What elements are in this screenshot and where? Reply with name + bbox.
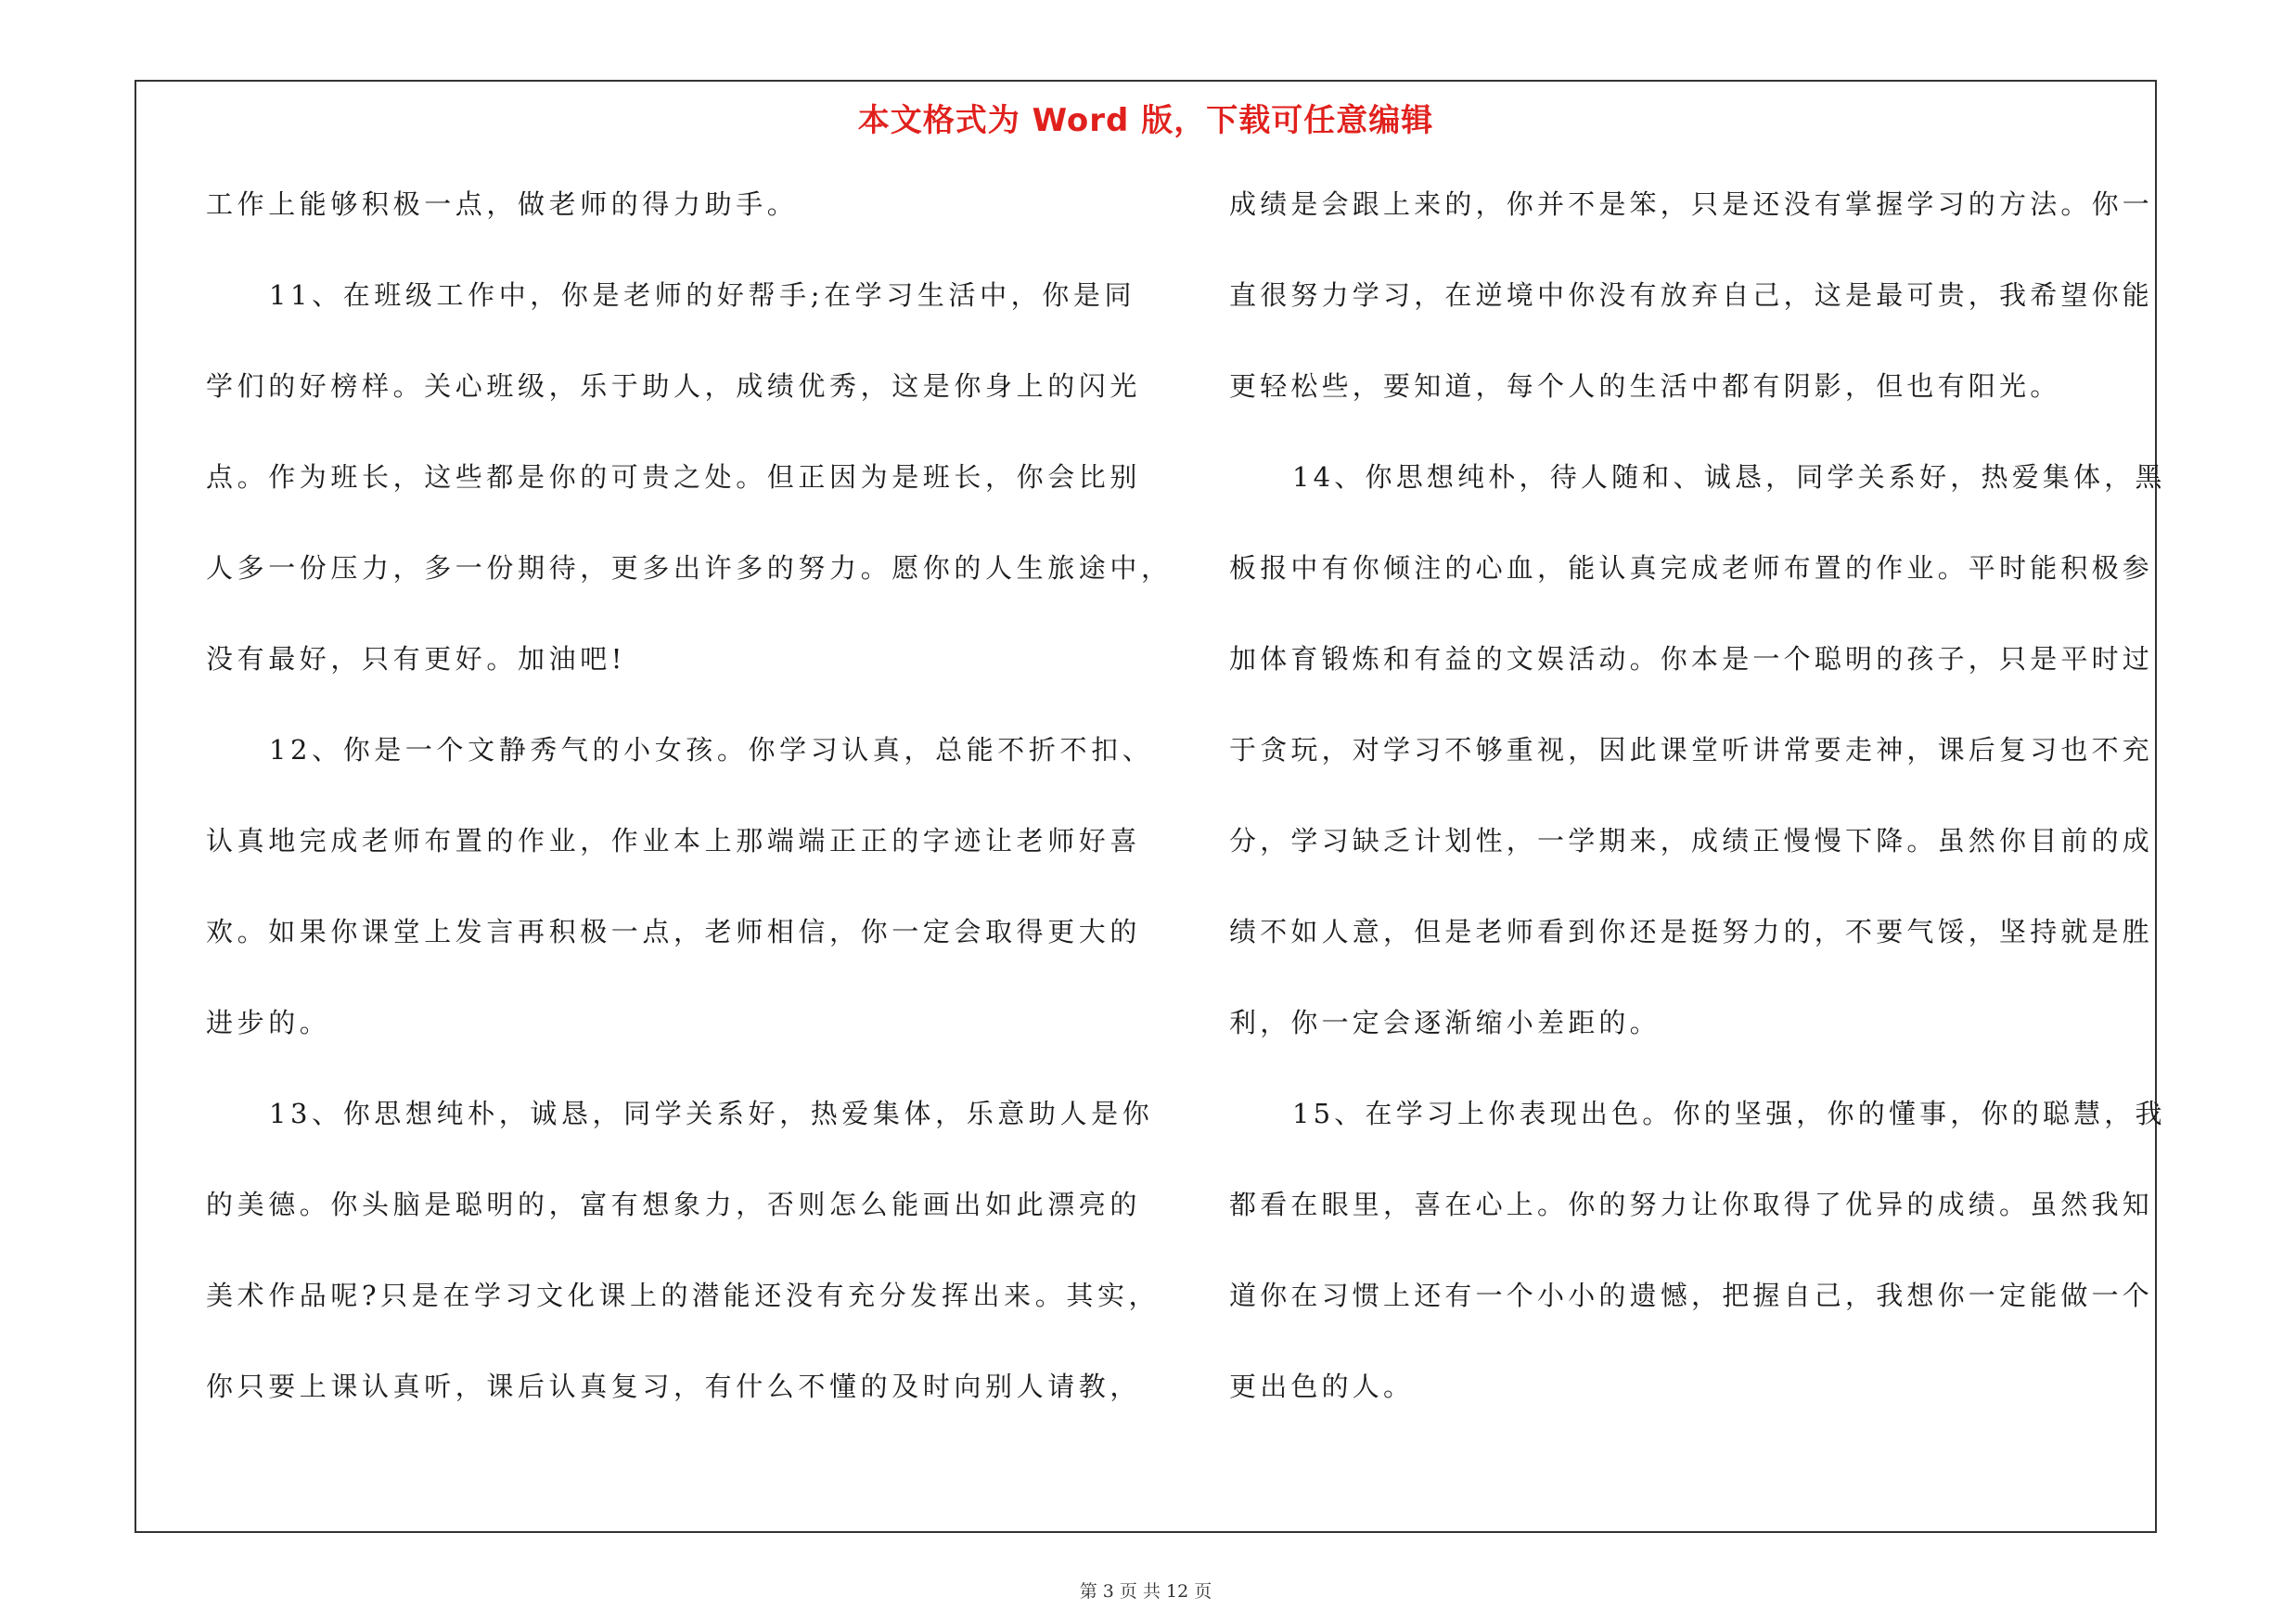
text-line: 直很努力学习，在逆境中你没有放弃自己，这是最可贵，我希望你能	[1229, 279, 2154, 311]
text-line: 绩不如人意，但是老师看到你还是挺努力的，不要气馁，坚持就是胜	[1229, 916, 2154, 947]
text-line: 成绩是会跟上来的，你并不是笨，只是还没有掌握学习的方法。你一	[1229, 188, 2154, 220]
text-line: 点。作为班长，这些都是你的可贵之处。但正因为是班长，你会比别	[206, 461, 1142, 493]
page-number-footer: 第 3 页 共 12 页	[1079, 1581, 1212, 1602]
paragraph-start-line: 14、你思想纯朴，待人随和、诚恳，同学关系好，热爱集体，黑	[1292, 461, 2166, 493]
text-line: 进步的。	[206, 1007, 331, 1038]
paragraph-start-line: 12、你是一个文静秀气的小女孩。你学习认真，总能不折不扣、	[269, 734, 1154, 766]
text-line: 都看在眼里，喜在心上。你的努力让你取得了优异的成绩。虽然我知	[1229, 1189, 2154, 1220]
text-line: 道你在习惯上还有一个小小的遗憾，把握自己，我想你一定能做一个	[1229, 1280, 2154, 1311]
text-line: 于贪玩，对学习不够重视，因此课堂听讲常要走神，课后复习也不充	[1229, 734, 2154, 766]
format-banner: 本文格式为 Word 版，下载可任意编辑	[857, 102, 1434, 139]
text-line: 欢。如果你课堂上发言再积极一点，老师相信，你一定会取得更大的	[206, 916, 1142, 947]
paragraph-start-line: 11、在班级工作中，你是老师的好帮手;在学习生活中，你是同	[269, 279, 1136, 311]
text-line: 分，学习缺乏计划性，一学期来，成绩正慢慢下降。虽然你目前的成	[1229, 825, 2154, 857]
text-line: 利，你一定会逐渐缩小差距的。	[1229, 1007, 1661, 1038]
text-line: 美术作品呢?只是在学习文化课上的潜能还没有充分发挥出来。其实，	[206, 1280, 1161, 1311]
text-line: 人多一份压力，多一份期待，更多出许多的努力。愿你的人生旅途中，	[206, 552, 1173, 584]
text-line: 你只要上课认真听，课后认真复习，有什么不懂的及时向别人请教，	[206, 1371, 1142, 1402]
text-line: 的美德。你头脑是聪明的，富有想象力，否则怎么能画出如此漂亮的	[206, 1189, 1142, 1220]
text-line: 板报中有你倾注的心血，能认真完成老师布置的作业。平时能积极参	[1229, 552, 2154, 584]
paragraph-start-line: 13、你思想纯朴，诚恳，同学关系好，热爱集体，乐意助人是你	[269, 1098, 1154, 1129]
text-line: 工作上能够积极一点，做老师的得力助手。	[206, 188, 799, 220]
text-line: 学们的好榜样。关心班级，乐于助人，成绩优秀，这是你身上的闪光	[206, 370, 1142, 402]
text-line: 更出色的人。	[1229, 1371, 1415, 1402]
text-line: 加体育锻炼和有益的文娱活动。你本是一个聪明的孩子，只是平时过	[1229, 643, 2154, 675]
text-line: 更轻松些，要知道，每个人的生活中都有阴影，但也有阳光。	[1229, 370, 2061, 402]
text-line: 没有最好，只有更好。加油吧!	[206, 643, 627, 675]
paragraph-start-line: 15、在学习上你表现出色。你的坚强，你的懂事，你的聪慧，我	[1292, 1098, 2166, 1129]
text-line: 认真地完成老师布置的作业，作业本上那端端正正的字迹让老师好喜	[206, 825, 1142, 857]
